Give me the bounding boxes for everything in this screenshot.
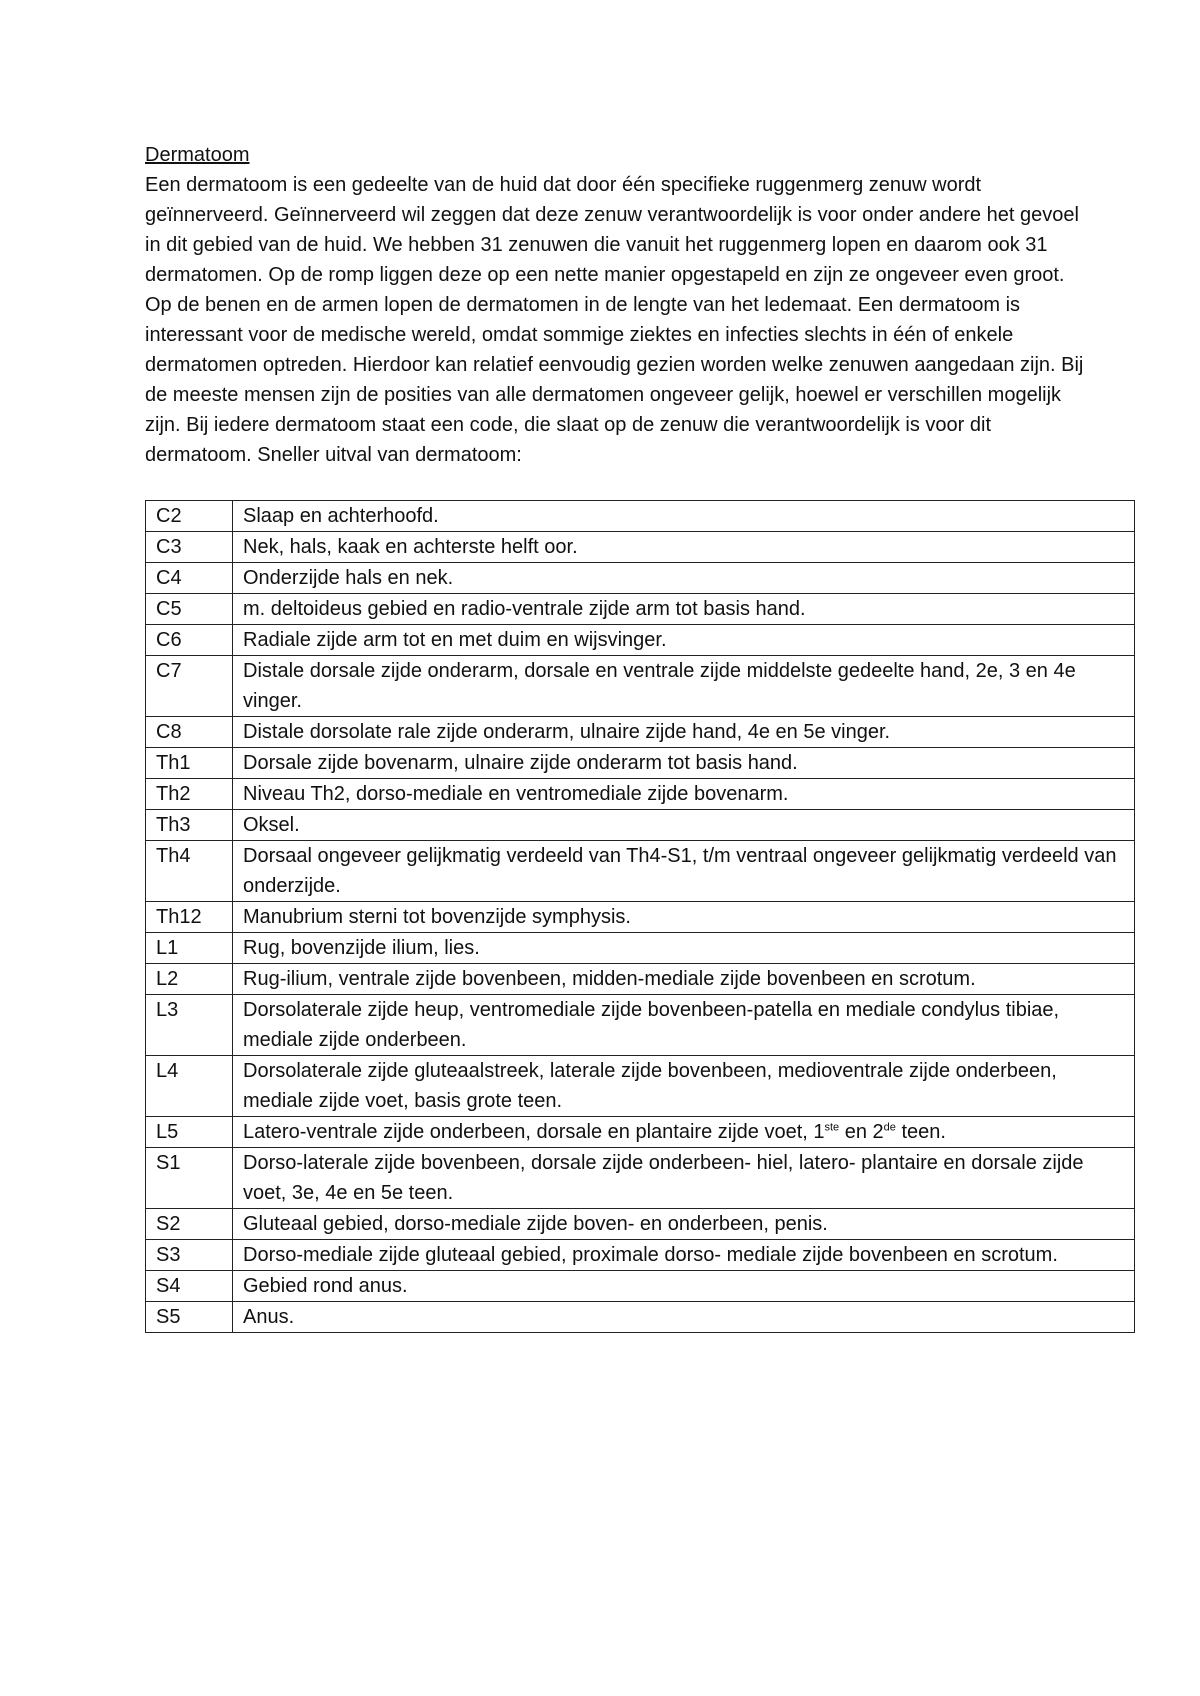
code-cell: C5: [146, 594, 233, 625]
table-row: [146, 810, 1135, 841]
document-page: [145, 140, 1135, 1333]
description-cell: Slaap en achterhoofd.: [233, 501, 1135, 532]
table-row: [146, 933, 1135, 964]
table-row: [146, 594, 1135, 625]
table-row: [146, 995, 1135, 1056]
code-cell: S1: [146, 1148, 233, 1209]
code-cell: L2: [146, 964, 233, 995]
code-cell: L5: [146, 1117, 233, 1148]
document-title: Dermatoom: [145, 144, 250, 166]
description-cell: m. deltoideus gebied en radio-ventrale zijde arm tot basis hand.: [233, 594, 1135, 625]
table-row: [146, 964, 1135, 995]
description-cell: Gluteaal gebied, dorso-mediale zijde boven- en onderbeen, penis.: [233, 1209, 1135, 1240]
description-text: teen.: [895, 1121, 946, 1143]
description-cell: Rug-ilium, ventrale zijde bovenbeen, midden-mediale zijde bovenbeen en scrotum.: [233, 964, 1135, 995]
table-row: [146, 532, 1135, 563]
code-cell: C6: [146, 625, 233, 656]
table-row: [146, 1148, 1135, 1209]
code-cell: S5: [146, 1302, 233, 1333]
code-cell: Th1: [146, 748, 233, 779]
table-row: [146, 779, 1135, 810]
table-row: [146, 1209, 1135, 1240]
code-cell: C7: [146, 656, 233, 717]
code-cell: Th4: [146, 841, 233, 902]
table-row: [146, 717, 1135, 748]
code-cell: L1: [146, 933, 233, 964]
table-row: [146, 1302, 1135, 1333]
description-cell: Dorsolaterale zijde gluteaalstreek, laterale zijde bovenbeen, medioventrale zijde onderbeen, mediale zijde voet, basis grote teen.: [233, 1056, 1135, 1117]
code-cell: C3: [146, 532, 233, 563]
description-cell: Anus.: [233, 1302, 1135, 1333]
description-cell: Distale dorsolate rale zijde onderarm, ulnaire zijde hand, 4e en 5e vinger.: [233, 717, 1135, 748]
description-text: Latero-ventrale zijde onderbeen, dorsale en plantaire zijde voet, 1: [243, 1121, 825, 1143]
description-cell: Dorsolaterale zijde heup, ventromediale zijde bovenbeen-patella en mediale condylus tibiae, mediale zijde onderbeen.: [233, 995, 1135, 1056]
table-row: [146, 1240, 1135, 1271]
table-row: [146, 1056, 1135, 1117]
table-row: [146, 841, 1135, 902]
code-cell: S2: [146, 1209, 233, 1240]
table-row: [146, 563, 1135, 594]
description-cell: [233, 1117, 1135, 1148]
code-cell: L4: [146, 1056, 233, 1117]
table-row: [146, 902, 1135, 933]
code-cell: Th3: [146, 810, 233, 841]
description-cell: Niveau Th2, dorso-mediale en ventromediale zijde bovenarm.: [233, 779, 1135, 810]
table-row: [146, 1117, 1135, 1148]
code-cell: C4: [146, 563, 233, 594]
description-cell: Manubrium sterni tot bovenzijde symphysis.: [233, 902, 1135, 933]
code-cell: C2: [146, 501, 233, 532]
description-cell: Dorsale zijde bovenarm, ulnaire zijde onderarm tot basis hand.: [233, 748, 1135, 779]
description-cell: Dorso-mediale zijde gluteaal gebied, proximale dorso- mediale zijde bovenbeen en scrotum.: [233, 1240, 1135, 1271]
table-row: [146, 656, 1135, 717]
code-cell: Th12: [146, 902, 233, 933]
description-cell: Dorsaal ongeveer gelijkmatig verdeeld van Th4-S1, t/m ventraal ongeveer gelijkmatig verdeeld van onderzijde.: [233, 841, 1135, 902]
code-cell: L3: [146, 995, 233, 1056]
code-cell: C8: [146, 717, 233, 748]
description-cell: Rug, bovenzijde ilium, lies.: [233, 933, 1135, 964]
table-row: [146, 501, 1135, 532]
description-cell: Distale dorsale zijde onderarm, dorsale en ventrale zijde middelste gedeelte hand, 2e, 3 en 4e vinger.: [233, 656, 1135, 717]
code-cell: Th2: [146, 779, 233, 810]
description-text: en 2: [839, 1121, 884, 1143]
description-cell: Nek, hals, kaak en achterste helft oor.: [233, 532, 1135, 563]
description-cell: Dorso-laterale zijde bovenbeen, dorsale zijde onderbeen- hiel, latero- plantaire en dorsale zijde voet, 3e, 4e en 5e teen.: [233, 1148, 1135, 1209]
intro-paragraph: Een dermatoom is een gedeelte van de huid dat door één specifieke ruggenmerg zenuw wordt geïnnerveerd. Geïnnerveerd wil zeggen dat deze zenuw verantwoordelijk is voor onder andere het gevoel in dit gebied van de huid. We hebben 31 zenuwen die vanuit het ruggenmerg lopen en daarom ook 31 dermatomen. Op de romp liggen deze op een nette manier opgestapeld en zijn ze ongeveer even groot. Op de benen en de armen lopen de dermatomen in de lengte van het ledemaat. Een dermatoom is interessant voor de medische wereld, omdat sommige ziektes en infecties slechts in één of enkele dermatomen optreden. Hierdoor kan relatief eenvoudig gezien worden welke zenuwen aangedaan zijn. Bij de meeste mensen zijn de posities van alle dermatomen ongeveer gelijk, hoewel er verschillen mogelijk zijn. Bij iedere dermatoom staat een code, die slaat op de zenuw die verantwoordelijk is voor dit dermatoom. Sneller uitval van dermatoom:: [145, 174, 1084, 466]
dermatome-table: [145, 500, 1135, 1333]
table-row: [146, 625, 1135, 656]
description-cell: Oksel.: [233, 810, 1135, 841]
code-cell: S3: [146, 1240, 233, 1271]
code-cell: S4: [146, 1271, 233, 1302]
description-cell: Onderzijde hals en nek.: [233, 563, 1135, 594]
ordinal-suffix: de: [883, 1121, 896, 1134]
description-cell: Radiale zijde arm tot en met duim en wijsvinger.: [233, 625, 1135, 656]
description-cell: Gebied rond anus.: [233, 1271, 1135, 1302]
table-row: [146, 748, 1135, 779]
ordinal-suffix: ste: [824, 1121, 840, 1134]
table-row: [146, 1271, 1135, 1302]
